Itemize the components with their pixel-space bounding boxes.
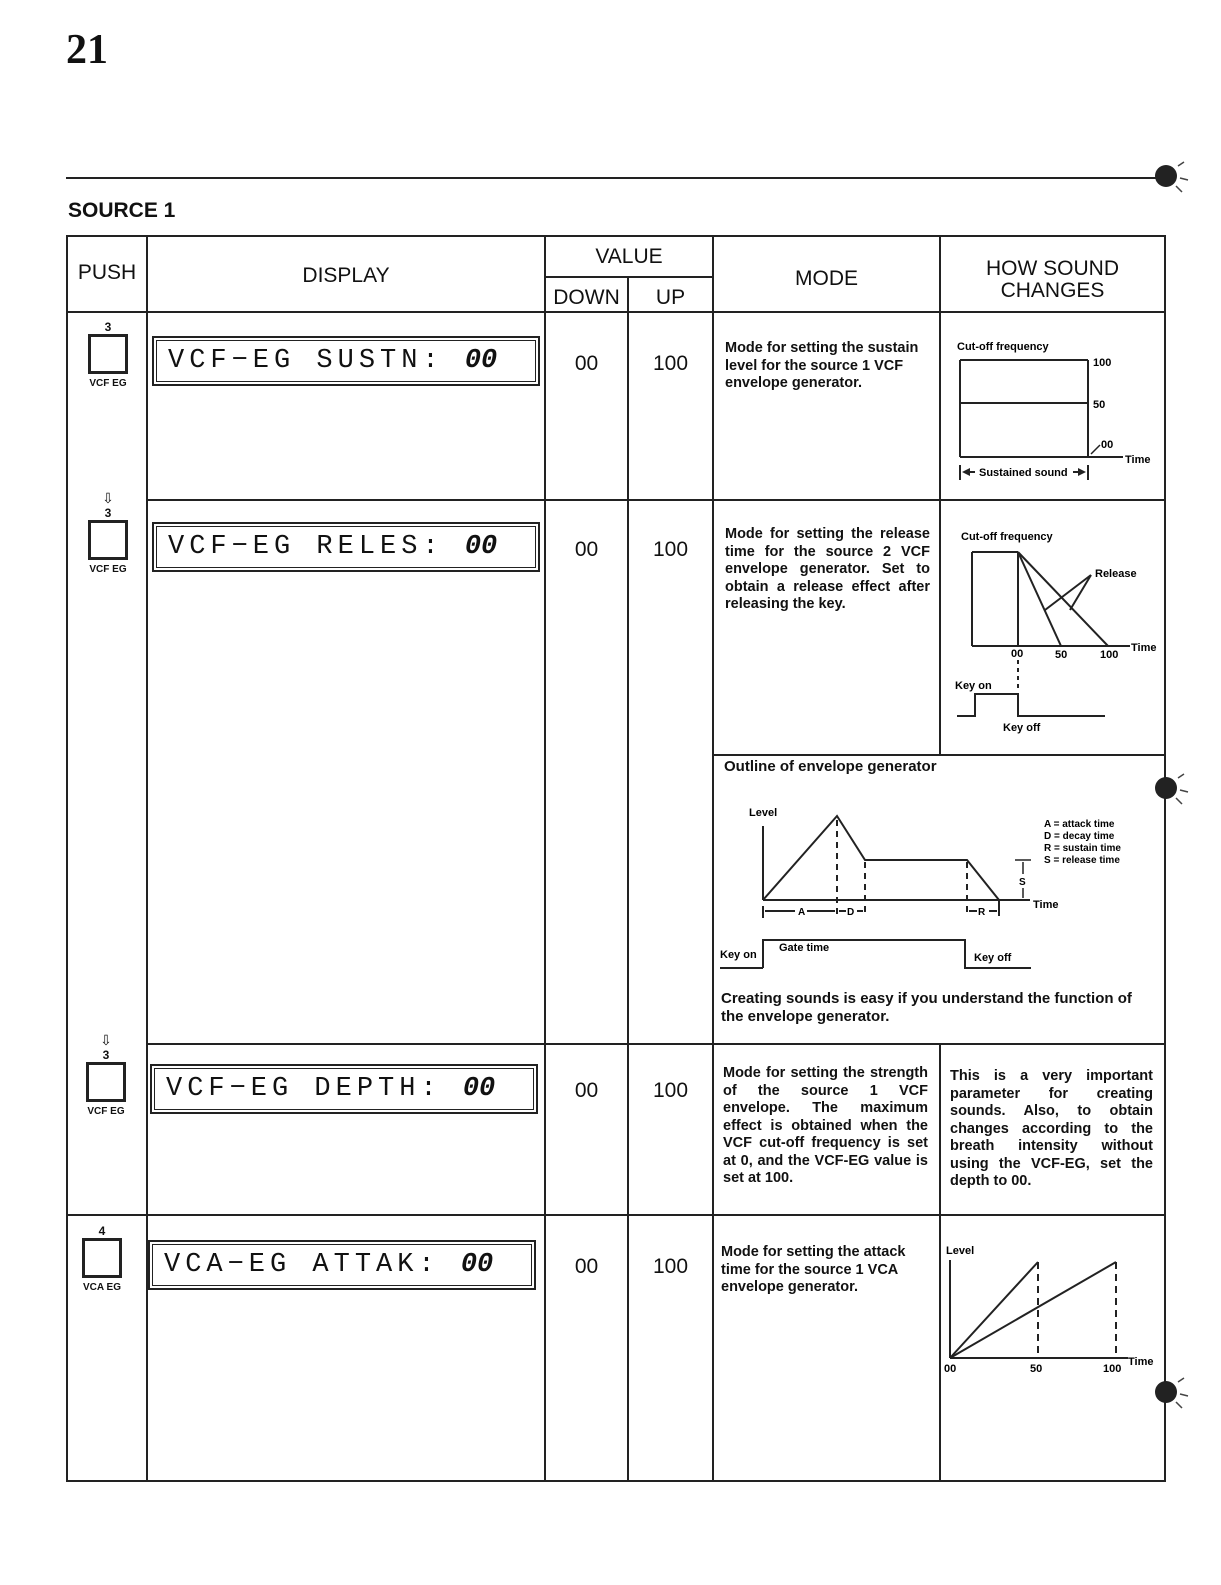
how-sound-changes: This is a very important parameter for creating sounds. Also, to obtain changes according to the breath intensity without using the VCF-EG, set the depth to 00.: [950, 1068, 1153, 1189]
section-title: SOURCE 1: [68, 199, 176, 222]
header-up: UP: [655, 286, 686, 309]
button-label: VCA EG: [83, 1282, 121, 1293]
envelope-graph: [715, 798, 1163, 978]
vcf-eg-button[interactable]: [88, 334, 128, 374]
value-up: 100: [652, 1255, 689, 1278]
vcf-eg-button[interactable]: [88, 520, 128, 560]
button-number: 3: [104, 320, 112, 334]
binder-hole-icon: [1148, 1372, 1192, 1412]
legend-release: S = release time: [1044, 855, 1120, 866]
legend-attack: A = attack time: [1044, 819, 1115, 830]
display-text: VCF−EG RELES:: [168, 532, 444, 562]
value-up: 100: [652, 538, 689, 561]
sustain-marker: S: [1019, 877, 1026, 888]
decay-marker: D: [847, 907, 855, 918]
x-axis-label: Time: [1125, 454, 1151, 466]
value-down: 00: [574, 538, 599, 561]
release-graph-ylabel: Cut-off frequency: [961, 531, 1053, 543]
x-axis-label: Time: [1033, 899, 1059, 911]
button-label: VCF EG: [89, 378, 127, 389]
display-value: 00: [464, 532, 498, 562]
header-how-sound-changes: HOW SOUND CHANGES: [986, 257, 1119, 302]
legend-decay: D = decay time: [1044, 831, 1115, 842]
header-down: DOWN: [553, 286, 620, 309]
tick-100: 100: [1100, 649, 1119, 661]
button-number: 3: [104, 506, 112, 520]
key-on-label: Key on: [720, 949, 757, 961]
vca-eg-button[interactable]: [82, 1238, 122, 1278]
release-curve-label: Release: [1095, 568, 1137, 580]
value-up: 100: [652, 1079, 689, 1102]
display-value: 00: [462, 1074, 496, 1104]
value-up: 100: [652, 352, 689, 375]
tick-00: 00: [944, 1363, 957, 1375]
tick-100: 100: [1103, 1363, 1122, 1375]
tick-50: 50: [1055, 649, 1068, 661]
attack-graph-ylabel: Level: [946, 1245, 975, 1257]
envelope-ylabel: Level: [749, 807, 778, 819]
tick-50: 50: [1093, 399, 1106, 411]
button-label: VCF EG: [89, 564, 127, 575]
binder-hole-icon: [1148, 156, 1192, 196]
header-value: VALUE: [595, 245, 663, 268]
gate-time-label: Gate time: [779, 942, 830, 954]
x-axis-label: Time: [1131, 642, 1157, 654]
value-down: 00: [574, 1079, 599, 1102]
lcd-display: [152, 336, 540, 386]
value-down: 00: [574, 1255, 599, 1278]
header-push: PUSH: [77, 261, 137, 284]
value-down: 00: [574, 352, 599, 375]
tick-100: 100: [1093, 357, 1112, 369]
down-arrow-icon: ⇩: [102, 490, 114, 506]
sustain-graph: [945, 330, 1163, 495]
lcd-display: [148, 1240, 536, 1290]
attack-graph: [940, 1236, 1162, 1386]
lcd-display: [150, 1064, 538, 1114]
key-off-label: Key off: [974, 952, 1012, 964]
button-number: 3: [102, 1048, 110, 1062]
mode-description: Mode for setting the strength of the source 1 VCF envelope. The maximum effect is obtained when the VCF cut-off frequency is set at 0, and the VCF-EG value is set at 100.: [723, 1065, 928, 1186]
display-text: VCF−EG SUSTN:: [168, 346, 444, 376]
display-value: 00: [464, 346, 498, 376]
button-number: 4: [98, 1224, 106, 1238]
attack-marker: A: [798, 907, 806, 918]
key-on-label: Key on: [955, 680, 992, 692]
down-arrow-icon: ⇩: [100, 1032, 112, 1048]
vcf-eg-button[interactable]: [86, 1062, 126, 1102]
legend-sustain: R = sustain time: [1044, 843, 1121, 854]
header-display: DISPLAY: [302, 264, 390, 287]
release-marker: R: [978, 907, 986, 918]
tick-50: 50: [1030, 1363, 1043, 1375]
x-axis-label: Time: [1128, 1356, 1154, 1368]
tick-00: 00: [1101, 439, 1114, 451]
envelope-note-footer: Creating sounds is easy if you understand the function of the envelope generator.: [721, 990, 1132, 1025]
display-text: VCF−EG DEPTH:: [166, 1074, 442, 1104]
tick-00: 00: [1011, 648, 1024, 660]
sustained-sound-label: Sustained sound: [979, 467, 1068, 479]
display-text: VCA−EG ATTAK:: [164, 1250, 440, 1280]
header-mode: MODE: [795, 267, 858, 290]
sustain-graph-ylabel: Cut-off frequency: [957, 341, 1049, 353]
button-label: VCF EG: [87, 1106, 125, 1117]
mode-description: Mode for setting the sustain level for the source 1 VCF envelope generator.: [725, 340, 919, 391]
key-off-label: Key off: [1003, 722, 1041, 734]
mode-description: Mode for setting the attack time for the source 1 VCA envelope generator.: [721, 1244, 906, 1295]
envelope-note-title: Outline of envelope generator: [724, 758, 937, 775]
display-value: 00: [460, 1250, 494, 1280]
page-number: 21: [66, 27, 108, 73]
mode-description: Mode for setting the release time for the source 2 VCF envelope generator. Set to obtain a release effect after releasing the key.: [725, 526, 930, 612]
binder-hole-icon: [1148, 768, 1192, 808]
lcd-display: [152, 522, 540, 572]
release-graph: [945, 520, 1163, 745]
